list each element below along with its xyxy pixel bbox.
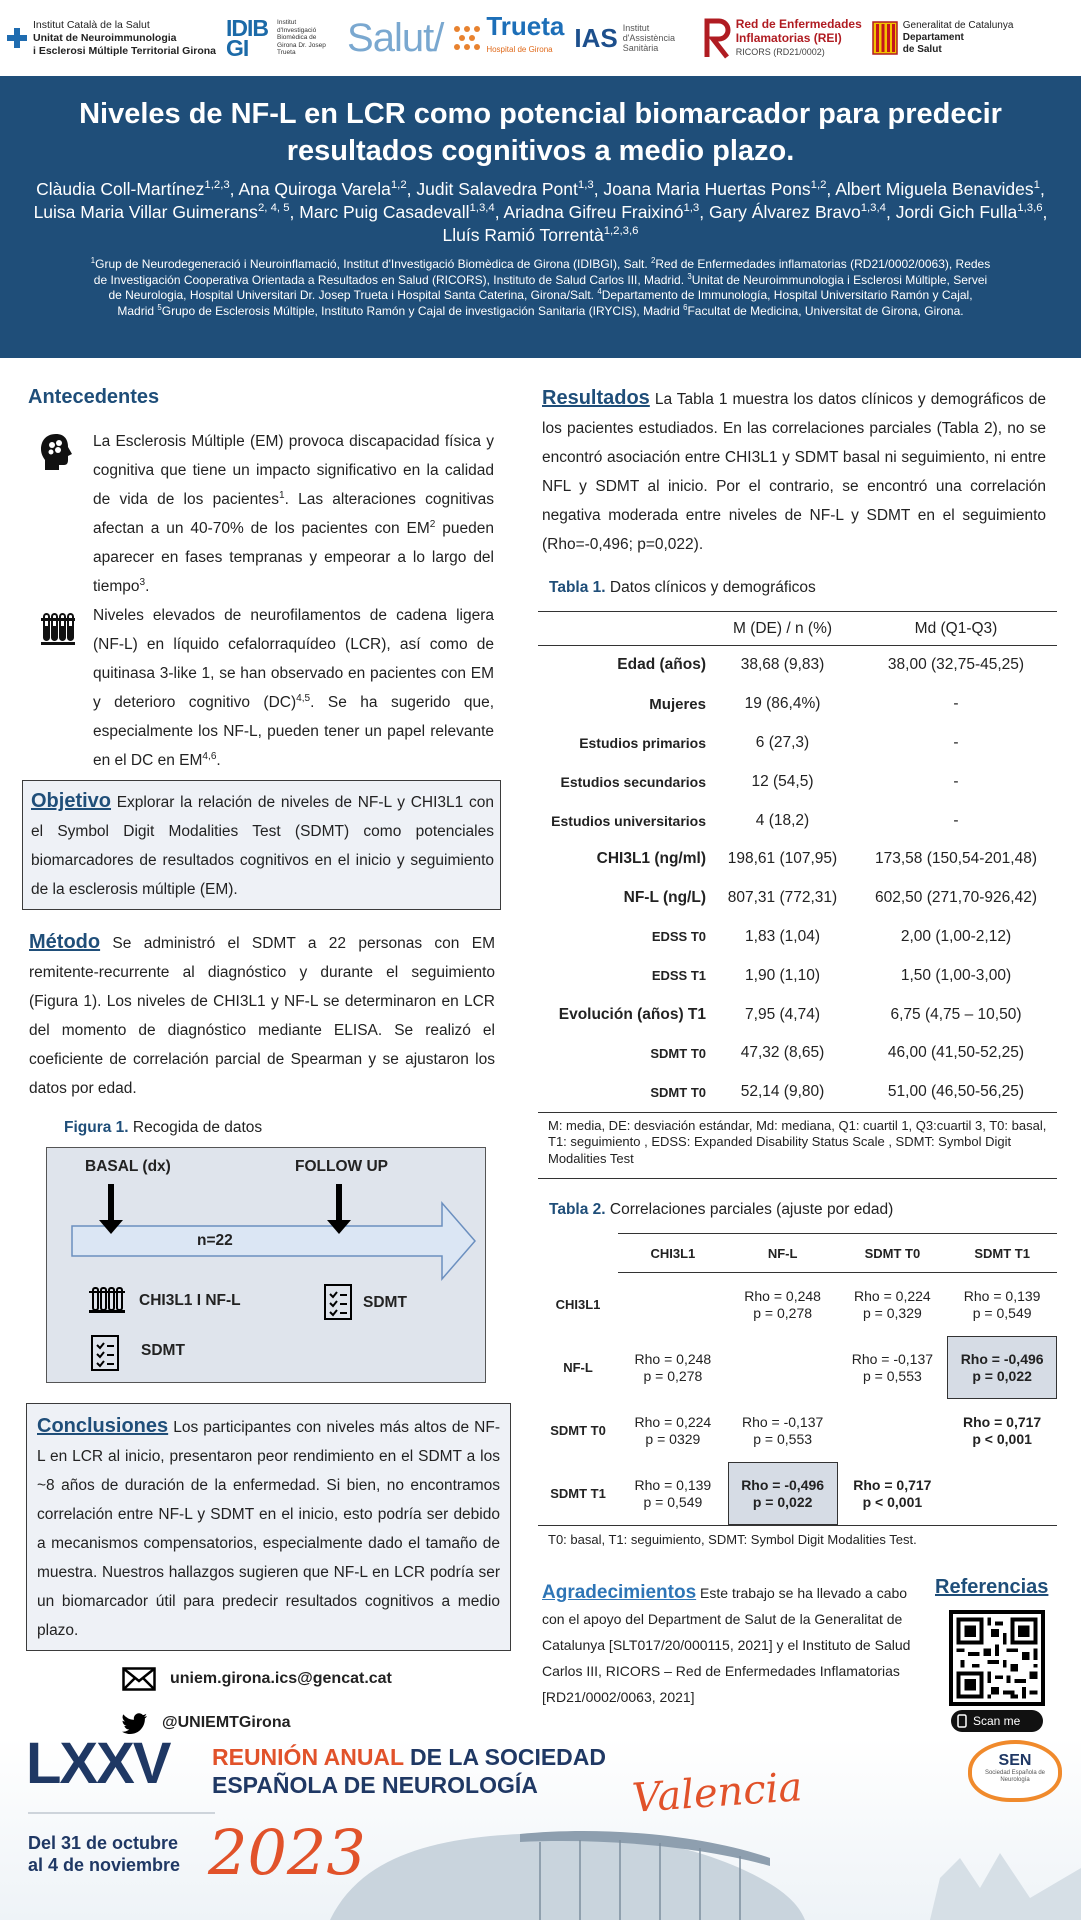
table2-cell-rho: Rho = -0,496 [960, 1350, 1044, 1367]
table2-cell [728, 1273, 838, 1336]
table2-body [538, 1273, 1057, 1525]
author-name: Ariadna Gifreu Fraixinó [503, 202, 684, 222]
table2-row [538, 1273, 1057, 1336]
table2-note: T0: basal, T1: seguimiento, SDMT: Symbol Digit Modalities Test. [538, 1525, 1057, 1553]
table1-row-label: CHI3L1 (ng/ml) [596, 850, 706, 868]
senyera-icon [872, 21, 898, 55]
table1 [538, 611, 1057, 1179]
affiliation-index: 4 [597, 287, 602, 296]
table2-cell [838, 1399, 948, 1462]
table1-cell-mean: 52,14 (9,80) [740, 1083, 825, 1101]
table2-header-sdmt-t0: SDMT T0 [864, 1245, 921, 1261]
affiliation-text: Unitat de Neuroimmunologia i Esclerosi Múltiple, Servei de Neurologia, Hospital Universitari Dr. Josep Trueta i Hospital Santa Caterina, Girona/Salt. [108, 272, 988, 302]
table1-cell-mean: 7,95 (4,74) [745, 1005, 820, 1023]
rei-line3: RICORS (RD21/0002) [735, 47, 825, 57]
figure1-basal-label: BASAL (dx) [85, 1158, 171, 1175]
table1-cell-mean: 38,68 (9,83) [740, 656, 825, 674]
ant-p1-b: . Las alteraciones cognitivas afectan a un 40-70% de los pacientes con EM [93, 491, 495, 537]
table2-cell-p: p = 0,553 [753, 1430, 813, 1447]
author-name: Gary Álvarez Bravo [708, 202, 861, 222]
affiliation-text: Departamento de Immunología, Hospital Universitario Ramón y Cajal, Madrid [117, 288, 973, 318]
table2-cell-p: p = 0,553 [862, 1367, 922, 1384]
table2-cell [728, 1399, 838, 1462]
table2-header-chi3l1: CHI3L1 [650, 1245, 696, 1261]
affiliation-index: 1 [90, 256, 96, 265]
table2-cell-p: p = 0,022 [752, 1493, 813, 1510]
table2-header-row [538, 1233, 1057, 1273]
rei-r-icon [703, 17, 731, 59]
metodo-text: Se administró el SDMT a 22 personas con EM remitente-recurrente al diagnóstico y durante el seguimiento (Figura 1). Los niveles de CHI3L1 y NF-L se determinaron en LCR del momento de diagnóstico mediante ELISA. Se realizó el coeficiente de correlación parcial de Spearman y se ajustaron los datos por edad. [29, 935, 495, 1097]
congress-city: Valencia [630, 1764, 804, 1822]
conclusiones-box [26, 1403, 511, 1651]
figure1-caption-text: Recogida de datos [128, 1119, 263, 1136]
resultados-text: La Tabla 1 muestra los datos clínicos y demográficos de los pacientes estudiados. En las correlaciones parciales (Tabla 2), no se encontró asociación entre CHI3L1 y SDMT basal ni seguimiento, ni entre NFL y SDMT al inicio. Por el contrario, se encontró una correlación negativa moderada entre niveles de NF-L y SDMT en el seguimiento (Rho=-0,496; p=0,022). [542, 391, 1046, 553]
table1-header-md: Md (Q1-Q3) [914, 619, 998, 637]
objetivo-text: Explorar la relación de niveles de NF-L y CHI3L1 con el Symbol Digit Modalities Test (SDMT) como potenciales biomarcadores de resultados cognitivos en el inicio y seguimiento de la esclerosis múltiple (EM). [31, 794, 494, 898]
table2-cell [838, 1273, 948, 1336]
table1-caption-text: Datos clínicos y demográficos [605, 579, 816, 596]
table1-row-label: NF-L (ng/L) [623, 889, 706, 907]
agradecimientos-paragraph [542, 1580, 916, 1710]
author-name: Marc Puig Casadevall [299, 202, 470, 222]
table1-row [538, 1073, 1057, 1112]
table2-caption-text: Correlaciones parciales (ajuste por edad) [605, 1201, 894, 1218]
affiliation-index: 2 [651, 256, 656, 265]
agradecimientos-text: Este trabajo se ha llevado a cabo con el apoyo del Department de Salut de la Generalitat de Catalunya [SLT017/20/000115, 2021] y el Instituto de Salud Carlos III, RICORS – Red de Enfermedades Inflamatorias [RD21/0002/0063, 2021] [542, 1585, 911, 1705]
table1-cell-mean: 807,31 (772,31) [727, 889, 838, 907]
metodo-paragraph [29, 928, 495, 1103]
congress-roman-numeral: LXXV [26, 1738, 170, 1796]
table1-row [538, 762, 1057, 801]
author-name: Albert Miguela Benavides [835, 179, 1034, 199]
ics-line3: i Esclerosi Múltiple Territorial Girona [33, 44, 217, 57]
ias-sub: Institut d'Assistència Sanitària [622, 23, 675, 53]
trueta-sub: Hospital de Girona [486, 45, 553, 54]
table2-cell-rho: Rho = 0,717 [853, 1476, 932, 1493]
table1-row [538, 995, 1057, 1034]
ics-logo [6, 19, 216, 58]
affiliation-index: 5 [157, 302, 162, 312]
table2-row [538, 1399, 1057, 1462]
table2-caption [549, 1201, 893, 1219]
table1-caption [549, 579, 816, 597]
author-affiliation-index: 1,2 [390, 179, 407, 192]
figure1-panel [46, 1147, 486, 1383]
table2-row-label: CHI3L1 [555, 1297, 601, 1312]
table2-caption-label: Tabla 2. [549, 1201, 606, 1218]
table1-row [538, 1034, 1057, 1073]
timeline-graphic [47, 1148, 487, 1384]
table2-cell-rho: Rho = 0,248 [634, 1350, 712, 1367]
affiliation-text: Facultat de Medicina, Universitat de Girona, Girona. [687, 303, 964, 318]
congress-dates [28, 1832, 180, 1876]
ant-p2-a: Niveles elevados de neurofilamentos de cadena ligera (NF-L) en líquido cefalorraquídeo (LCR), así como de quitinasa 3-like 1, se han observado en pacientes con EM y deterioro cognitivo (DC) [93, 607, 494, 711]
resultados-title: Resultados [542, 387, 650, 409]
table2-cell-rho: Rho = -0,137 [851, 1350, 934, 1367]
figure1-item-chi3l1-nfl: CHI3L1 I NF-L [139, 1292, 241, 1309]
ant-p2-b: . Se ha sugerido que, especialmente los NF-L, pueden tener un papel relevante en el DC en EM [93, 694, 494, 769]
objetivo-box [22, 780, 501, 910]
table1-row-label: EDSS T1 [651, 968, 706, 984]
table1-row-label: Estudios universitarios [551, 812, 706, 829]
table1-row-label: SDMT T0 [650, 1045, 706, 1061]
table1-caption-label: Tabla 1. [549, 579, 606, 596]
poster-header [0, 76, 1081, 358]
table2-cell-rho: Rho = 0,139 [963, 1287, 1041, 1304]
ics-cross-icon [6, 27, 28, 49]
table2-cell-p: p = 0,549 [972, 1304, 1032, 1321]
sen-logo [968, 1740, 1062, 1802]
table2-cell [947, 1399, 1057, 1462]
congress-dates-line2: al 4 de noviembre [28, 1855, 181, 1875]
congress-banner [0, 1738, 1081, 1920]
table1-cell-mean: 4 (18,2) [755, 811, 810, 829]
table2-cell [618, 1399, 728, 1462]
table2-cell-p: p = 0,278 [753, 1304, 813, 1321]
sen-logo-sub: Sociedad Española de Neurología [984, 1770, 1046, 1783]
table1-body [538, 646, 1057, 1112]
author-affiliation-index: 2, 4, 5 [257, 202, 290, 215]
contact-twitter[interactable]: @UNIEMTGirona [162, 1714, 291, 1731]
table1-row [538, 879, 1057, 918]
gen-line1: Generalitat de Catalunya [902, 20, 1014, 31]
author-affiliation-index: 1,2,3 [204, 179, 230, 192]
table2-cell [728, 1336, 838, 1399]
congress-dates-line1: Del 31 de octubre [28, 1833, 179, 1853]
table1-cell-mean: 6 (27,3) [755, 733, 810, 751]
figure1-caption-label: Figura 1. [64, 1119, 129, 1136]
table1-cell-mean: 1,83 (1,04) [745, 927, 820, 945]
table1-row [538, 956, 1057, 995]
author-affiliation-index: 1,3,4 [469, 202, 495, 215]
table1-cell-mean: 47,32 (8,65) [740, 1044, 825, 1062]
table1-cell-mean: 1,90 (1,10) [745, 966, 820, 984]
table2-cell [838, 1462, 948, 1525]
table2-cell [947, 1462, 1057, 1525]
trueta-logo [453, 11, 565, 62]
table1-cell-median: - [953, 811, 959, 829]
affiliation-text: Grup de Neurodegeneració i Neuroinflamació, Institut d'Investigació Biomèdica de Girona (IDIBGI), Salt. [95, 257, 648, 271]
ant-p1-a: La Esclerosis Múltiple (EM) provoca discapacidad física y cognitiva que tiene un impacto significativo en la calidad de vida de los pacientes [93, 433, 494, 508]
table1-row [538, 840, 1057, 879]
table1-cell-median: 38,00 (32,75-45,25) [887, 656, 1025, 674]
referencias-title: Referencias [935, 1576, 1049, 1598]
gen-line2: Departament [902, 32, 964, 43]
idibgi-logo [226, 15, 337, 61]
generalitat-logo [872, 20, 1014, 56]
figure1-n-label: n=22 [197, 1232, 233, 1249]
table2-row [538, 1336, 1057, 1399]
ics-line1: Institut Català de la Salut [33, 18, 150, 31]
ant-p1-d: . [145, 578, 150, 595]
author-name: Clàudia Coll-Martínez [36, 179, 205, 199]
head-brain-icon [38, 432, 74, 472]
table2-cell-rho: Rho = 0,139 [634, 1476, 712, 1493]
idibgi-mark: IDIB GI [226, 15, 269, 61]
scan-me-label: Scan me [973, 1714, 1021, 1728]
ant-p2-sup1: 4,5 [296, 692, 311, 704]
table2-cell-rho: Rho = 0,248 [744, 1287, 821, 1304]
table2-cell-p: p = 0,022 [972, 1367, 1032, 1384]
table2-cell [618, 1336, 728, 1399]
rei-line1: Red de Enfermedades [735, 17, 862, 31]
antecedentes-paragraph-2 [93, 601, 494, 775]
author-affiliation-index: 1,3,6 [1017, 202, 1043, 215]
table2-cell [728, 1462, 838, 1525]
table1-row [538, 646, 1057, 685]
figure1-item-sdmt-followup: SDMT [363, 1294, 407, 1311]
rei-line2: Inflamatorias (REI) [735, 31, 842, 45]
table1-row [538, 724, 1057, 763]
author-name: Joana Maria Huertas Pons [603, 179, 811, 199]
author-name: Jordi Gich Fulla [895, 202, 1018, 222]
table2-cell [947, 1336, 1057, 1399]
congress-year: 2023 [208, 1816, 366, 1889]
table2-cell [618, 1273, 728, 1336]
affiliation-text: Grupo de Esclerosis Múltiple, Instituto Ramón y Cajal de investigación Sanitaria (IRYCIS), Madrid [161, 303, 680, 318]
author-affiliation-index: 1,3 [577, 179, 594, 192]
table2-cell-rho: Rho = -0,137 [741, 1413, 824, 1430]
table1-row [538, 685, 1057, 724]
agradecimientos-title: Agradecimientos [542, 1582, 697, 1603]
table2-cell-p: p = 0,549 [643, 1493, 703, 1510]
logo-bar [0, 0, 1081, 76]
trueta-pattern-icon [453, 25, 481, 51]
table1-row [538, 801, 1057, 840]
table2-cell-p: p = 0,278 [643, 1367, 703, 1384]
ics-line2: Unitat de Neuroimmunologia [33, 31, 177, 44]
table1-row-label: Estudios secundarios [560, 773, 706, 790]
author-name: Judit Salavedra Pont [416, 179, 578, 199]
table1-cell-mean: 19 (86,4%) [744, 695, 821, 713]
author-list: Clàudia Coll-Martínez$^{1,2,3}$, Ana Quiroga Varela$^{1,2}$, Judit Salavedra Pont$^{1,3}$, Joana Maria Huertas Pons$^{1,2}$, Albert Miguela Benavides$^1$, Luisa Maria Villar Guimerans$^{2, 4, 5}$, Marc Puig Casadevall$^{1,3,4}$, Ariadna Gifreu Fraixinó$^{1,3}$, Gary Álvarez Bravo$^{1,3,4}$, Jordi Gich Fulla$^{1,3,6}$, Lluís Ramió Torrentà$^{1,2,3,6}$ [33, 179, 1048, 245]
affiliation-text: Red de Enfermedades inflamatorias (RD21/0002/0063), Redes de Investigación Cooperativa Orientada a Resultados en Salud (RICORS), Instituto de Salud Carlos III, Madrid. [93, 257, 991, 287]
table2-cell [838, 1336, 948, 1399]
figure1-caption [64, 1119, 262, 1137]
table2-header-nf-l: NF-L [767, 1245, 798, 1261]
congress-title-line1 [212, 1744, 606, 1771]
table1-cell-median: 173,58 (150,54-201,48) [874, 850, 1038, 868]
ant-p1-c: pueden aparecer en fases tempranas y empeorar a lo largo del tiempo [93, 520, 495, 595]
affiliation-index: 3 [687, 271, 692, 281]
conclusiones-text: Los participantes con niveles más altos de NF-L en LCR al inicio, presentaron peor rendimiento en el SDMT a los ~8 años de duración de la enfermedad. Si bien, no encontramos correlación entre NF-L y SDMT en el inicio, esto podría ser debido a mecanismos compensatorios, especialmente dado el tamaño de muestra. Nuestros hallazgos sugieren que NF-L en LCR podría ser un biomarcador útil para predecir resultados cognitivos a medio plazo. [37, 1419, 500, 1639]
table1-cell-median: - [953, 695, 959, 713]
table1-row-label: Mujeres [649, 695, 706, 713]
table1-note: M: media, DE: desviación estándar, Md: mediana, Q1: cuartil 1, Q3:cuartil 3, T0: basal, T1: seguimiento , EDSS: Expanded Disability Status Scale , SDMT: Symbol Digit Modalities Test [538, 1112, 1057, 1179]
ant-p1-sup2: 2 [429, 518, 436, 530]
salut-logo: Salut/ [347, 15, 444, 60]
table1-row [538, 918, 1057, 957]
sen-logo-text: SEN [998, 1752, 1032, 1769]
ias-logo [574, 23, 692, 54]
table2-row-label: NF-L [563, 1360, 593, 1375]
table2-cell-p: p = 0329 [645, 1430, 701, 1447]
table2-cell-p: p = 0,329 [862, 1304, 922, 1321]
ant-p2-c: . [216, 752, 221, 769]
gen-line3: de Salut [902, 44, 942, 55]
table1-cell-median: 602,50 (271,70-926,42) [874, 889, 1038, 907]
table1-row-label: Evolución (años) T1 [558, 1005, 706, 1023]
scan-me-button[interactable] [951, 1710, 1043, 1732]
table2-cell-rho: Rho = -0,496 [741, 1476, 825, 1493]
phone-icon [957, 1714, 967, 1728]
ias-mark: IAS [574, 22, 618, 53]
table2-cell [947, 1273, 1057, 1336]
table2-cell-p: p < 0,001 [862, 1493, 923, 1510]
author-affiliation-index: 1,2,3,6 [603, 225, 639, 238]
table1-header-m: M (DE) / n (%) [732, 619, 833, 637]
conclusiones-title: Conclusiones [37, 1415, 169, 1437]
table2-cell-rho: Rho = 0,224 [634, 1413, 712, 1430]
table2-cell [618, 1462, 728, 1525]
table1-cell-median: - [953, 772, 959, 790]
table1-cell-mean: 198,61 (107,95) [727, 850, 838, 868]
antecedentes-paragraph-1 [93, 427, 494, 601]
poster-title: Niveles de NF-L en LCR como potencial biomarcador para predecir resultados cognitivos a medio plazo. [79, 98, 1002, 167]
table1-cell-median: 46,00 (41,50-52,25) [887, 1044, 1025, 1062]
author-name: Luisa Maria Villar Guimerans [33, 202, 258, 222]
contact-email[interactable]: uniem.girona.ics@gencat.cat [170, 1670, 392, 1687]
table1-header-row [538, 611, 1057, 646]
affiliation-index: 6 [683, 302, 688, 312]
table1-row-label: Estudios primarios [579, 734, 706, 751]
metodo-title: Método [29, 931, 101, 953]
congress-title-line2: ESPAÑOLA DE NEUROLOGÍA [212, 1772, 538, 1798]
table2-cell-p: p < 0,001 [972, 1430, 1032, 1447]
author-name: Ana Quiroga Varela [238, 179, 391, 199]
ant-p2-sup2: 4,6 [202, 750, 217, 762]
table1-cell-median: 1,50 (1,00-3,00) [900, 966, 1012, 984]
objetivo-title: Objetivo [31, 790, 112, 812]
trueta-name: Trueta [486, 11, 565, 41]
congress-title-rest: DE LA SOCIEDAD [403, 1744, 606, 1770]
table1-cell-median: 51,00 (46,50-56,25) [887, 1083, 1025, 1101]
table1-cell-median: 2,00 (1,00-2,12) [900, 927, 1012, 945]
table2-header-cells [618, 1233, 1057, 1273]
author-affiliation-index: 1,3,4 [860, 202, 886, 215]
author-affiliation-index: 1 [1033, 179, 1040, 192]
table2-row-label: SDMT T0 [550, 1423, 606, 1438]
table2-row-label: SDMT T1 [550, 1486, 606, 1501]
author-affiliation-index: 1,3 [683, 202, 700, 215]
conclusiones-paragraph [37, 1412, 500, 1645]
figure1-item-sdmt-basal: SDMT [141, 1342, 185, 1359]
table2-cell-rho: Rho = 0,717 [963, 1413, 1042, 1430]
antecedentes-title: Antecedentes [28, 386, 160, 408]
rei-logo [703, 17, 862, 59]
twitter-bird-icon [122, 1713, 148, 1735]
figure1-followup-label: FOLLOW UP [295, 1158, 388, 1175]
author-name: Lluís Ramió Torrentà [442, 225, 604, 245]
congress-title-accent: REUNIÓN ANUAL [212, 1744, 404, 1770]
test-tubes-icon [40, 612, 76, 646]
table1-cell-median: 6,75 (4,75 – 10,50) [890, 1005, 1022, 1023]
affiliation-list [20, 257, 1061, 319]
author-affiliation-index: 1,2 [810, 179, 827, 192]
table2 [538, 1233, 1057, 1553]
ant-p1-sup3: 3 [139, 576, 146, 588]
table1-row-label: Edad (años) [617, 656, 706, 674]
qr-code[interactable] [949, 1610, 1045, 1706]
table1-cell-mean: 12 (54,5) [751, 772, 814, 790]
table1-row-label: SDMT T0 [650, 1084, 706, 1100]
ant-p1-sup1: 1 [278, 489, 285, 501]
table1-cell-median: - [953, 733, 959, 751]
table2-row [538, 1462, 1057, 1525]
table1-row-label: EDSS T0 [651, 929, 706, 945]
table2-header-sdmt-t1: SDMT T1 [974, 1245, 1030, 1261]
email-icon [122, 1667, 156, 1691]
table2-cell-rho: Rho = 0,224 [854, 1287, 931, 1304]
objetivo-paragraph [31, 787, 494, 904]
idibgi-sub: Institut d'Investigació Biomèdica de Girona Dr. Josep Trueta [277, 19, 326, 57]
resultados-paragraph [542, 384, 1046, 559]
